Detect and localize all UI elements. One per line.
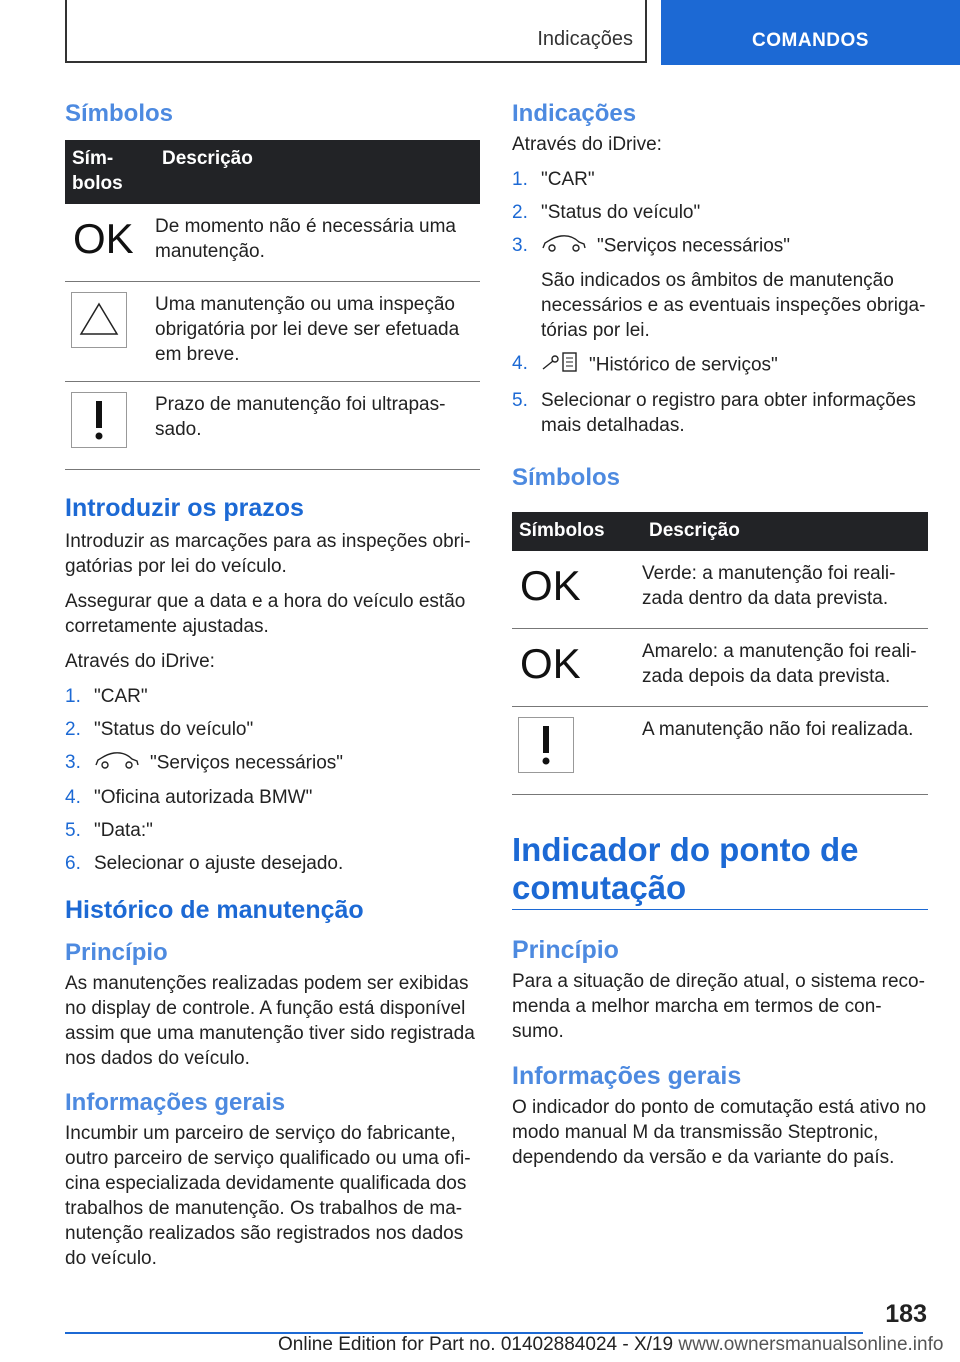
step-text: "Oficina autorizada BMW": [94, 787, 313, 808]
paragraph: O indicador do ponto de comutação está ativo no modo manual M da transmissão Steptronic, dependendo da versão e da variante do país.: [512, 1097, 927, 1168]
step-number: 6.: [65, 853, 81, 874]
step-number: 2.: [512, 202, 528, 223]
svg-text:OK: OK: [520, 562, 580, 607]
table-row: [512, 707, 928, 795]
list-item: [512, 233, 928, 343]
table-cell-description: Uma manutenção ou uma inspeção obrigatória por lei deve ser efetuada em breve.: [155, 282, 480, 382]
list-item: [512, 388, 928, 438]
right-column: [512, 100, 928, 1180]
list-item: [65, 750, 480, 777]
step-number: 1.: [65, 686, 81, 707]
step-text: "CAR": [94, 686, 148, 707]
service-history-icon: [541, 351, 579, 380]
indicacoes-steps: [512, 167, 928, 438]
principio-heading: Princípio: [512, 936, 619, 964]
exclamation-icon: [65, 382, 155, 470]
introduzir-steps: [65, 684, 480, 876]
table-cell-description: Prazo de manutenção foi ultrapas-sado.: [155, 382, 480, 470]
table-cell-description: Amarelo: a manutenção foi reali-zada depois da data prevista.: [642, 629, 928, 707]
ok-icon: [512, 629, 642, 707]
step-text: "Histórico de serviços": [589, 354, 778, 376]
historico-heading: Histórico de manutenção: [65, 896, 364, 924]
svg-text:OK: OK: [520, 640, 580, 685]
exclamation-icon: [512, 707, 642, 795]
table-row: [65, 204, 480, 282]
header-section-tab: [65, 0, 647, 63]
table-cell-description: De momento não é necessária uma manutenção.: [155, 204, 480, 282]
list-item: [65, 717, 480, 742]
car-icon: [541, 233, 587, 260]
table-header-symbols: Símbolos: [512, 512, 642, 551]
step-number: 3.: [65, 752, 81, 773]
list-item: [65, 851, 480, 876]
service-status-symbols-table: [512, 512, 928, 795]
step-text: "Status do veículo": [541, 202, 701, 223]
table-row: [65, 382, 480, 470]
table-header-symbols: Sím- bolos: [65, 140, 155, 204]
table-row: [65, 282, 480, 382]
list-item: [65, 684, 480, 709]
shift-indicator-heading: Indicador do ponto de comutação: [512, 831, 928, 910]
page-number: 183: [885, 1300, 927, 1328]
table-cell-description: Verde: a manutenção foi reali-zada dentro da data prevista.: [642, 551, 928, 629]
step-subtext: São indicados os âmbitos de manutenção necessários e as eventuais inspeções obriga-tórias por lei.: [541, 270, 926, 341]
step-number: 2.: [65, 719, 81, 740]
ok-icon: [512, 551, 642, 629]
table-header-row: [65, 140, 480, 204]
ok-icon: [65, 204, 155, 282]
indicacoes-heading: Indicações: [512, 100, 637, 127]
table-header-row: [512, 512, 928, 551]
symbols-heading: Símbolos: [65, 100, 174, 127]
step-text: "Serviços necessários": [597, 235, 791, 257]
watermark-text: www.ownersmanualsonline.info: [678, 1334, 944, 1355]
step-text: Selecionar o ajuste desejado.: [94, 853, 344, 874]
paragraph: As manutenções realizadas podem ser exibidas no display de controle. A função está disponível assim que uma manutenção tiver sido registrada nos dados do veículo.: [65, 973, 475, 1069]
list-item: [65, 818, 480, 843]
paragraph: Para a situação de direção atual, o sistema reco-menda a melhor marcha em termos de con-sumo.: [512, 971, 925, 1042]
paragraph: Através do iDrive:: [512, 134, 662, 155]
step-number: 5.: [65, 820, 81, 841]
header-chapter-label: COMANDOS: [752, 30, 869, 51]
step-number: 4.: [512, 353, 528, 374]
paragraph: Incumbir um parceiro de serviço do fabricante, outro parceiro de serviço qualificado ou uma ofi-cina especializada devidamente qualificada dos trabalhos de manutenção. Os trabalhos de ma-nutenção realizados são registrados nos dados do veículo.: [65, 1123, 471, 1269]
header-section-label: Indicações: [537, 28, 633, 50]
step-number: 3.: [512, 235, 528, 256]
list-item: [512, 351, 928, 380]
list-item: [512, 200, 928, 225]
car-icon: [94, 750, 140, 777]
paragraph: Assegurar que a data e a hora do veículo estão corretamente ajustadas.: [65, 591, 466, 637]
svg-text:OK: OK: [73, 215, 133, 260]
step-number: 1.: [512, 169, 528, 190]
table-header-description: Descrição: [642, 512, 928, 551]
paragraph: Através do iDrive:: [65, 651, 215, 672]
list-item: [65, 785, 480, 810]
step-number: 5.: [512, 390, 528, 411]
info-heading: Informações gerais: [65, 1089, 286, 1116]
step-text: "CAR": [541, 169, 595, 190]
step-text: "Serviços necessários": [150, 752, 344, 774]
step-text: "Data:": [94, 820, 153, 841]
step-text: "Status do veículo": [94, 719, 254, 740]
table-row: [512, 551, 928, 629]
list-item: [512, 167, 928, 192]
paragraph: Introduzir as marcações para as inspeções obri-gatórias por lei do veículo.: [65, 531, 471, 577]
table-row: [512, 629, 928, 707]
table-header-description: Descrição: [155, 140, 480, 204]
footer-edition: [278, 1334, 943, 1356]
header-chapter-tab: [661, 0, 960, 65]
maintenance-symbols-table: [65, 140, 480, 470]
step-text: Selecionar o registro para obter informações mais detalhadas.: [541, 390, 916, 436]
table-cell-description: A manutenção não foi realizada.: [642, 707, 928, 795]
info-heading: Informações gerais: [512, 1062, 742, 1090]
left-column: [65, 100, 480, 1281]
symbols-heading: Símbolos: [512, 464, 621, 491]
step-number: 4.: [65, 787, 81, 808]
warning-triangle-icon: [65, 282, 155, 382]
principio-heading: Princípio: [65, 939, 168, 966]
edition-text: Online Edition for Part no. 01402884024 - X/19: [278, 1334, 674, 1355]
introduzir-heading: Introduzir os prazos: [65, 494, 304, 522]
